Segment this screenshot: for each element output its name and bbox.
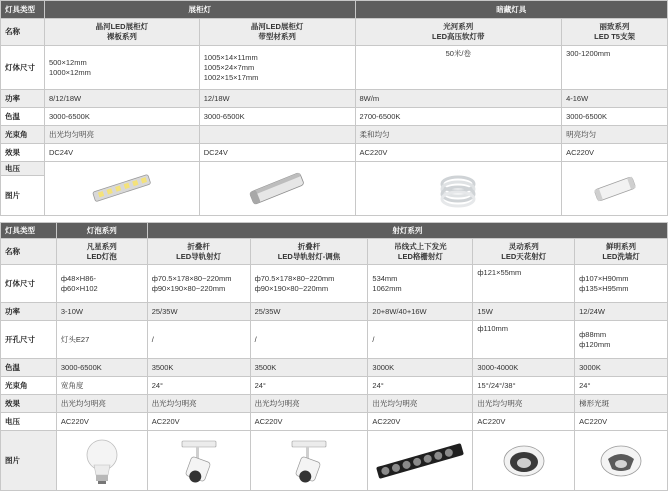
- cell-text-line: 晶河LED展柜灯: [95, 22, 149, 31]
- table-display-cabinet-lights: [0, 0, 668, 216]
- cell-text-line: 柔和均匀: [359, 129, 390, 139]
- table-row: [1, 377, 668, 395]
- cell-size: [562, 46, 668, 90]
- cell-text-line: 24°: [372, 380, 384, 390]
- table-row: [1, 265, 668, 303]
- cell-power: [44, 90, 199, 108]
- led-rope-coil-image: [428, 168, 488, 210]
- cell-name: [355, 19, 562, 46]
- cell-text-line: 12/18W: [203, 93, 230, 103]
- cell-power: [199, 90, 355, 108]
- cell-text-line: ф88mm: [579, 329, 607, 339]
- row-label: 名称: [1, 239, 57, 265]
- cell-voltage: [250, 413, 368, 431]
- cell-text-line: 12/24W: [579, 306, 605, 316]
- cell-text-line: ф121×55mm: [477, 268, 522, 277]
- cell-text-line: LED洗墙灯: [602, 251, 640, 261]
- cell-text-line: ф120mm: [579, 339, 611, 349]
- cell-effect: [199, 144, 355, 162]
- cell-text-line: LED高压软灯带: [432, 32, 485, 41]
- cell-power: [575, 303, 668, 321]
- cell-power: [250, 303, 368, 321]
- cell-cutout: [368, 321, 473, 359]
- cell-text-line: DC24V: [48, 147, 74, 157]
- cell-voltage: [575, 413, 668, 431]
- grille-spotlight-image: [370, 435, 470, 487]
- row-label: 功率: [1, 90, 45, 108]
- cell-beam: [199, 126, 355, 144]
- cell-text-line: AC220V: [359, 147, 388, 157]
- cell-effect: [368, 395, 473, 413]
- cell-text-line: 15W: [477, 306, 493, 316]
- cell-text-line: 24°: [151, 380, 164, 390]
- cell-effect: [44, 144, 199, 162]
- cell-text-line: 1002×15×17mm: [203, 72, 259, 82]
- cell-power: [355, 90, 562, 108]
- cell-beam: [562, 126, 668, 144]
- cell-text-line: 1005×24×7mm: [203, 62, 255, 72]
- cell-cct: [355, 108, 562, 126]
- row-label: 光束角: [1, 377, 57, 395]
- cell-beam: [575, 377, 668, 395]
- table-row: [1, 431, 668, 491]
- header-lamp-type: 灯具类型: [1, 1, 45, 19]
- cell-text-line: 3000K: [579, 362, 601, 372]
- cell-cct: [199, 108, 355, 126]
- row-label: 图片: [1, 431, 57, 491]
- cell-text-line: ф110mm: [477, 324, 509, 333]
- cell-text-line: AC220V: [151, 416, 180, 426]
- cell-effect: [562, 144, 668, 162]
- cell-text-line: 1000×12mm: [48, 67, 91, 77]
- cell-size: [368, 265, 473, 303]
- cell-text-line: LED导轨射灯-调焦: [277, 251, 341, 261]
- table-row: [1, 108, 668, 126]
- row-label: 效果: [1, 144, 45, 162]
- cell-text-line: 梯形光斑: [579, 398, 610, 408]
- cell-name: [562, 19, 668, 46]
- cell-text-line: 3000-6500K: [566, 111, 607, 121]
- cell-cct: [44, 108, 199, 126]
- cell-beam: [473, 377, 575, 395]
- cell-text-line: 1062mm: [372, 283, 402, 293]
- picture-cell: [355, 162, 562, 216]
- picture-cell: [56, 431, 147, 491]
- cell-cct: [147, 359, 250, 377]
- cell-text-line: 500×12mm: [48, 57, 87, 67]
- cell-effect: [56, 395, 147, 413]
- cell-text-line: /: [151, 334, 154, 344]
- cell-text-line: ф107×H90mm: [579, 273, 629, 283]
- row-label: 电压: [1, 162, 45, 176]
- picture-cell: [368, 431, 473, 491]
- cell-size: [473, 265, 575, 303]
- track-spotlight-image: [174, 435, 224, 487]
- cell-effect: [473, 395, 575, 413]
- cell-text-line: 25/35W: [254, 306, 281, 316]
- cell-beam: [368, 377, 473, 395]
- cell-name: [473, 239, 575, 265]
- cell-text-line: 出光均匀明亮: [48, 129, 94, 139]
- cell-cutout: [473, 321, 575, 359]
- cell-text-line: 3000-6500K: [60, 362, 102, 372]
- cell-text-line: 3000K: [372, 362, 395, 372]
- cell-text-line: 凡星系列: [86, 241, 117, 251]
- cell-text-line: 出光均匀明亮: [372, 398, 418, 408]
- cell-size: [199, 46, 355, 90]
- cell-text-line: ф90×190×80~220mm: [254, 283, 329, 293]
- cell-text-line: DC24V: [203, 147, 228, 157]
- row-label: 色温: [1, 359, 57, 377]
- t5-fixture-image: [585, 168, 645, 210]
- track-spotlight-zoom-image: [284, 435, 334, 487]
- cell-text-line: 宽角度: [60, 380, 84, 390]
- cell-cutout: [575, 321, 668, 359]
- cell-text-line: 1005×14×11mm: [203, 52, 258, 62]
- row-label: 名称: [1, 19, 45, 46]
- table-row: [1, 239, 668, 265]
- cell-text-line: ф60×H102: [60, 283, 98, 293]
- picture-cell: [199, 162, 355, 216]
- cell-power: [368, 303, 473, 321]
- cell-text-line: 8/12/18W: [48, 93, 82, 103]
- cell-text-line: ф135×H95mm: [579, 283, 629, 293]
- cell-text-line: 出光均匀明亮: [254, 398, 300, 408]
- table-row: [1, 413, 668, 431]
- picture-cell: [147, 431, 250, 491]
- cell-cutout: [147, 321, 250, 359]
- cell-text-line: AC220V: [579, 416, 608, 426]
- cell-size: [147, 265, 250, 303]
- cell-text-line: AC220V: [372, 416, 401, 426]
- cell-text-line: 折叠杆: [297, 241, 321, 251]
- cell-text-line: 光河系列: [443, 22, 474, 31]
- cell-name: [368, 239, 473, 265]
- picture-cell: [473, 431, 575, 491]
- header-lamp-type: 灯具类型: [1, 223, 57, 239]
- cell-text-line: 4-16W: [566, 93, 589, 103]
- cell-cct: [562, 108, 668, 126]
- cell-text-line: LED天花射灯: [501, 251, 547, 261]
- cell-size: [575, 265, 668, 303]
- cell-text-line: 3000-6500K: [203, 111, 245, 121]
- cell-beam: [147, 377, 250, 395]
- cell-beam: [56, 377, 147, 395]
- table-bulb-spot-lights: [0, 222, 668, 491]
- picture-cell: [250, 431, 368, 491]
- led-profile-bar-image: [242, 169, 312, 209]
- cell-text-line: /: [254, 334, 257, 344]
- cell-text-line: 出光均匀明亮: [477, 398, 523, 408]
- cell-text-line: 50米/卷: [445, 49, 472, 58]
- table2-header-row: [1, 223, 668, 239]
- header-group-spot: 射灯系列: [147, 223, 667, 239]
- cell-text-line: /: [372, 334, 375, 344]
- table-row: [1, 19, 668, 46]
- cell-text-line: 3000-4000K: [477, 362, 519, 372]
- row-label: 灯体尺寸: [1, 46, 45, 90]
- cell-beam: [44, 126, 199, 144]
- cell-text-line: 晶河LED展柜灯: [250, 22, 304, 31]
- cell-text-line: 20+8W/40+16W: [372, 306, 427, 316]
- cell-text-line: AC220V: [477, 416, 506, 426]
- cell-name: [575, 239, 668, 265]
- row-label: 功率: [1, 303, 57, 321]
- cell-voltage: [473, 413, 575, 431]
- row-label: 图片: [1, 176, 45, 216]
- cell-text-line: 灵动系列: [508, 241, 539, 251]
- cell-beam: [355, 126, 562, 144]
- cell-power: [473, 303, 575, 321]
- table-row: [1, 126, 668, 144]
- cell-text-line: 3500K: [254, 362, 277, 372]
- wall-washer-image: [596, 435, 646, 487]
- led-strip-bare-image: [87, 169, 157, 209]
- header-group-cabinet: 展柜灯: [44, 1, 355, 19]
- cell-text-line: AC220V: [60, 416, 89, 426]
- table-row: [1, 359, 668, 377]
- cell-effect: [355, 144, 562, 162]
- cell-text-line: 明亮均匀: [566, 129, 597, 139]
- cell-text-line: 25/35W: [151, 306, 178, 316]
- cell-voltage: [147, 413, 250, 431]
- cell-text-line: LED导轨射灯: [176, 251, 222, 261]
- table-row: [1, 90, 668, 108]
- cell-cct: [250, 359, 368, 377]
- cell-text-line: 15°/24°/38°: [477, 380, 516, 390]
- cell-text-line: LED T5支架: [594, 32, 635, 41]
- cell-name: [44, 19, 199, 46]
- cell-cct: [473, 359, 575, 377]
- cell-cutout: [250, 321, 368, 359]
- row-label: 效果: [1, 395, 57, 413]
- picture-cell: [575, 431, 668, 491]
- cell-text-line: LED格栅射灯: [397, 251, 443, 261]
- cell-text-line: 300-1200mm: [566, 49, 611, 58]
- cell-text-line: 534mm: [372, 273, 398, 283]
- cell-beam: [250, 377, 368, 395]
- cell-text-line: 3-10W: [60, 306, 83, 316]
- cell-text-line: AC220V: [566, 147, 595, 157]
- cell-size: [355, 46, 562, 90]
- cell-text-line: LED灯泡: [86, 251, 117, 261]
- cell-text-line: 折叠杆: [187, 241, 210, 251]
- cell-text-line: 裸板系列: [106, 32, 137, 41]
- cell-effect: [575, 395, 668, 413]
- bulb-image: [82, 435, 122, 487]
- cell-text-line: 丽致系列: [599, 22, 630, 31]
- ceiling-spotlight-image: [499, 435, 549, 487]
- cell-text-line: 带型材系列: [258, 32, 296, 41]
- table-row: [1, 303, 668, 321]
- cell-name: [199, 19, 355, 46]
- cell-text-line: ф48×H86-: [60, 273, 97, 283]
- cell-size: [250, 265, 368, 303]
- picture-cell: [562, 162, 668, 216]
- cell-power: [56, 303, 147, 321]
- cell-text-line: 灯头E27: [60, 334, 90, 344]
- row-label: 电压: [1, 413, 57, 431]
- cell-text-line: 出光均匀明亮: [151, 398, 197, 408]
- cell-text-line: 出光均匀明亮: [60, 398, 106, 408]
- row-label: 开孔尺寸: [1, 321, 57, 359]
- table-row: [1, 321, 668, 359]
- cell-text-line: ф90×190×80~220mm: [151, 283, 226, 293]
- table1-header-row: [1, 1, 668, 19]
- cell-name: [147, 239, 250, 265]
- cell-text-line: ф70.5×178×80~220mm: [151, 273, 232, 283]
- cell-size: [56, 265, 147, 303]
- cell-text-line: 3500K: [151, 362, 174, 372]
- cell-effect: [250, 395, 368, 413]
- cell-name: [250, 239, 368, 265]
- row-label: 光束角: [1, 126, 45, 144]
- cell-power: [147, 303, 250, 321]
- cell-text-line: 24°: [254, 380, 266, 390]
- cell-cct: [56, 359, 147, 377]
- cell-cutout: [56, 321, 147, 359]
- table-row: [1, 395, 668, 413]
- cell-text-line: 24°: [579, 380, 591, 390]
- cell-power: [562, 90, 668, 108]
- cell-size: [44, 46, 199, 90]
- row-label: 灯体尺寸: [1, 265, 57, 303]
- cell-text-line: 8W/m: [359, 93, 380, 103]
- header-group-concealed: 暗藏灯具: [355, 1, 668, 19]
- cell-text-line: AC220V: [254, 416, 283, 426]
- cell-voltage: [368, 413, 473, 431]
- row-label: 色温: [1, 108, 45, 126]
- cell-text-line: 3000-6500K: [48, 111, 90, 121]
- cell-voltage: [56, 413, 147, 431]
- cell-cct: [368, 359, 473, 377]
- picture-cell: [44, 162, 199, 216]
- cell-text-line: 鲜明系列: [606, 241, 637, 251]
- table-row: [1, 144, 668, 162]
- cell-text-line: ф70.5×178×80~220mm: [254, 273, 335, 283]
- table-row: [1, 162, 668, 176]
- cell-text-line: 吊线式上下发光: [394, 241, 447, 251]
- cell-text-line: 2700-6500K: [359, 111, 401, 121]
- cell-effect: [147, 395, 250, 413]
- cell-cct: [575, 359, 668, 377]
- table-row: [1, 46, 668, 90]
- cell-name: [56, 239, 147, 265]
- header-group-bulb: 灯泡系列: [56, 223, 147, 239]
